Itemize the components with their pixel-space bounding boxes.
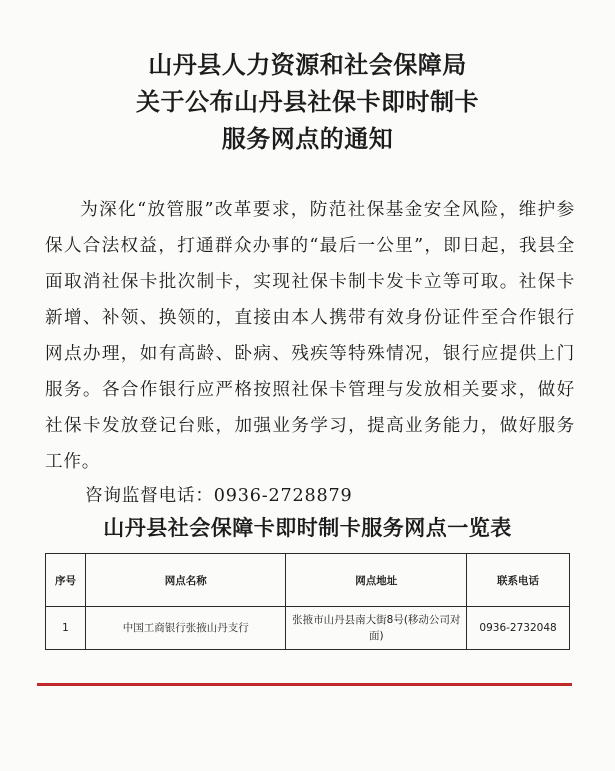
cell-address: 张掖市山丹县南大街8号(移动公司对面): [286, 607, 467, 650]
notice-body-paragraph: 为深化“放管服”改革要求，防范社保基金安全风险，维护参保人合法权益，打通群众办事的“最后一公里”，即日起，我县全面取消社保卡批次制卡，实现社保卡制卡发卡立等可取。社保卡新增、补领、换领的，直接由本人携带有效身份证件至合作银行网点办理，如有高龄、卧病、残疾等特殊情况，银行应提供上门服务。各合作银行应严格按照社保卡管理与发放相关要求，做好社保卡发放登记台账，加强业务学习，提高业务能力，做好服务工作。: [45, 200, 575, 472]
service-outlet-table: [45, 553, 570, 650]
table-header-row: [46, 554, 570, 607]
hotline-text: 咨询监督电话：0936-2728879: [85, 486, 353, 506]
red-divider-rule: [37, 683, 572, 686]
notice-title-line-2: 关于公布山丹县社保卡即时制卡: [136, 88, 479, 116]
table-title: 山丹县社会保障卡即时制卡服务网点一览表: [103, 516, 512, 540]
col-header-address: 网点地址: [286, 554, 467, 607]
cell-outlet-name: 中国工商银行张掖山丹支行: [85, 607, 286, 650]
col-header-number: 序号: [46, 554, 86, 607]
cell-phone: 0936-2732048: [467, 607, 570, 650]
col-header-outlet-name: 网点名称: [85, 554, 286, 607]
notice-title-line-1: 山丹县人力资源和社会保障局: [148, 51, 467, 79]
table-row: [46, 607, 570, 650]
col-header-phone: 联系电话: [467, 554, 570, 607]
cell-number: 1: [46, 607, 86, 650]
notice-title-line-3: 服务网点的通知: [221, 125, 394, 153]
